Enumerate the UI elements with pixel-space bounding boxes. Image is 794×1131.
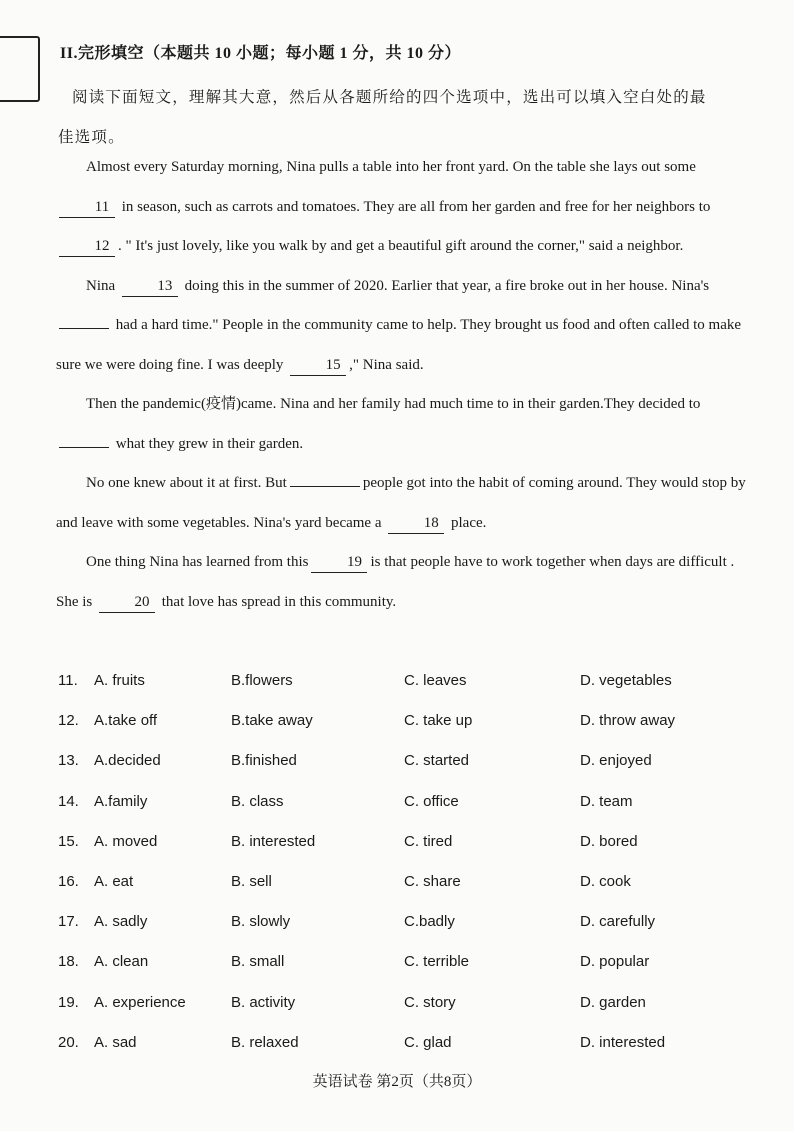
question-number: 14. <box>58 792 79 810</box>
passage-text: that love has spread in this community. <box>161 593 397 610</box>
option-a: A.take off <box>94 712 158 730</box>
passage-text: had a hard time." People in the community came to help. They brought us food and often called to make sure we were doing fine. I was deeply <box>56 317 742 373</box>
option-d: D. throw away <box>580 712 676 730</box>
instructions <box>58 78 738 158</box>
passage-text: Then the pandemic(疫情)came. Nina and her family had much time to in their garden.They decided to <box>86 396 701 412</box>
blank-14 <box>59 328 109 329</box>
option-c: C. terrible <box>404 953 470 971</box>
option-row-16 <box>58 863 748 903</box>
option-d: D. team <box>580 792 633 810</box>
option-b: B.finished <box>231 752 297 770</box>
option-d: D. garden <box>580 993 646 1011</box>
paragraph-1 <box>56 148 746 267</box>
passage-text: what they grew in their garden. <box>115 435 304 452</box>
question-number: 20. <box>58 1033 79 1051</box>
option-b: B.flowers <box>231 672 293 689</box>
option-a: A. experience <box>94 993 186 1011</box>
passage-text: doing this in the summer of 2020. Earlier that year, a fire broke out in her house. Nina's <box>184 277 710 294</box>
option-row-12 <box>58 702 748 742</box>
option-c: C. leaves <box>404 672 467 689</box>
option-b: B. small <box>231 953 285 971</box>
option-c: C. started <box>404 752 470 770</box>
option-d: D. interested <box>580 1033 666 1051</box>
blank-19: 19 <box>311 552 367 573</box>
question-number: 19. <box>58 993 79 1011</box>
option-b: B. relaxed <box>231 1033 299 1051</box>
passage-text: One thing Nina has learned from this <box>86 554 309 570</box>
option-a: A. sadly <box>94 913 148 931</box>
margin-bracket <box>0 36 40 102</box>
passage-text: in season, such as carrots and tomatoes. They are all from her garden and free for her neighbors to <box>121 198 711 215</box>
question-number: 13. <box>58 752 79 770</box>
blank-13: 13 <box>122 276 178 297</box>
option-a: A.family <box>94 792 148 810</box>
paragraph-2 <box>56 267 746 386</box>
passage-text: ," Nina said. <box>349 356 424 373</box>
passage-text: Nina <box>86 277 116 294</box>
blank-11: 11 <box>59 197 115 218</box>
blank-15: 15 <box>290 355 346 376</box>
option-a: A. clean <box>94 953 149 971</box>
passage-text: people got into the habit of coming around. They would stop by and leave with some vegetables. Nina's yard became a <box>56 475 746 531</box>
option-a: A. eat <box>94 872 134 890</box>
question-number: 15. <box>58 832 79 850</box>
blank-16 <box>59 447 109 448</box>
option-c: C. glad <box>404 1033 452 1051</box>
option-row-14 <box>58 783 748 823</box>
option-d: D. carefully <box>580 913 656 931</box>
passage-text: is that people have to work together when days are difficult . She is <box>56 554 735 610</box>
option-a: A.decided <box>94 752 161 770</box>
option-c: C. tired <box>404 832 453 850</box>
blank-20: 20 <box>99 592 155 613</box>
question-number: 16. <box>58 872 79 890</box>
option-row-19 <box>58 984 748 1024</box>
instructions-line-2: 佳选项。 <box>58 129 125 146</box>
option-c: C. story <box>404 993 456 1011</box>
option-row-17 <box>58 903 748 943</box>
blank-18: 18 <box>388 513 444 534</box>
paragraph-3 <box>56 385 746 464</box>
option-c: C. share <box>404 872 461 890</box>
option-d: D. vegetables <box>580 672 672 689</box>
option-row-11 <box>58 662 748 702</box>
question-number: 18. <box>58 953 79 971</box>
passage-text: place. <box>451 514 487 531</box>
option-d: D. enjoyed <box>580 752 652 770</box>
paragraph-5 <box>56 543 746 622</box>
option-row-20 <box>58 1024 748 1064</box>
option-b: B. slowly <box>231 913 291 931</box>
option-b: B. interested <box>231 832 316 850</box>
option-b: B. class <box>231 792 284 810</box>
blank-12: 12 <box>59 236 115 257</box>
option-c: C. take up <box>404 712 473 730</box>
cloze-passage <box>56 148 746 622</box>
option-row-18 <box>58 943 748 983</box>
question-number: 11. <box>58 672 78 689</box>
section-title: II.完形填空（本题共 10 小题；每小题 1 分，共 10 分） <box>60 45 461 62</box>
passage-text: No one knew about it at first. But <box>86 475 287 491</box>
option-c: C. office <box>404 792 459 810</box>
question-number: 12. <box>58 712 79 730</box>
answer-options <box>58 662 748 1064</box>
passage-text: . " It's just lovely, like you walk by and get a beautiful gift around the corner," said a neighbor. <box>118 238 684 254</box>
option-c: C.badly <box>404 913 455 931</box>
option-b: B.take away <box>231 712 313 730</box>
question-number: 17. <box>58 913 79 931</box>
option-row-15 <box>58 823 748 863</box>
option-a: A. sad <box>94 1033 137 1051</box>
option-b: B. sell <box>231 872 272 890</box>
option-row-13 <box>58 742 748 782</box>
instructions-line-1: 阅读下面短文，理解其大意，然后从各题所给的四个选项中，选出可以填入空白处的最 <box>72 89 707 106</box>
blank-17 <box>290 486 360 487</box>
option-a: A. moved <box>94 832 158 850</box>
option-b: B. activity <box>231 993 296 1011</box>
page-footer: 英语试卷 第2页（共8页） <box>312 1074 482 1090</box>
option-d: D. bored <box>580 832 638 850</box>
option-a: A. fruits <box>94 672 145 689</box>
option-d: D. cook <box>580 872 631 890</box>
passage-text: Almost every Saturday morning, Nina pulls a table into her front yard. On the table she lays out some <box>86 159 696 175</box>
paragraph-4 <box>56 464 746 543</box>
option-d: D. popular <box>580 953 650 971</box>
